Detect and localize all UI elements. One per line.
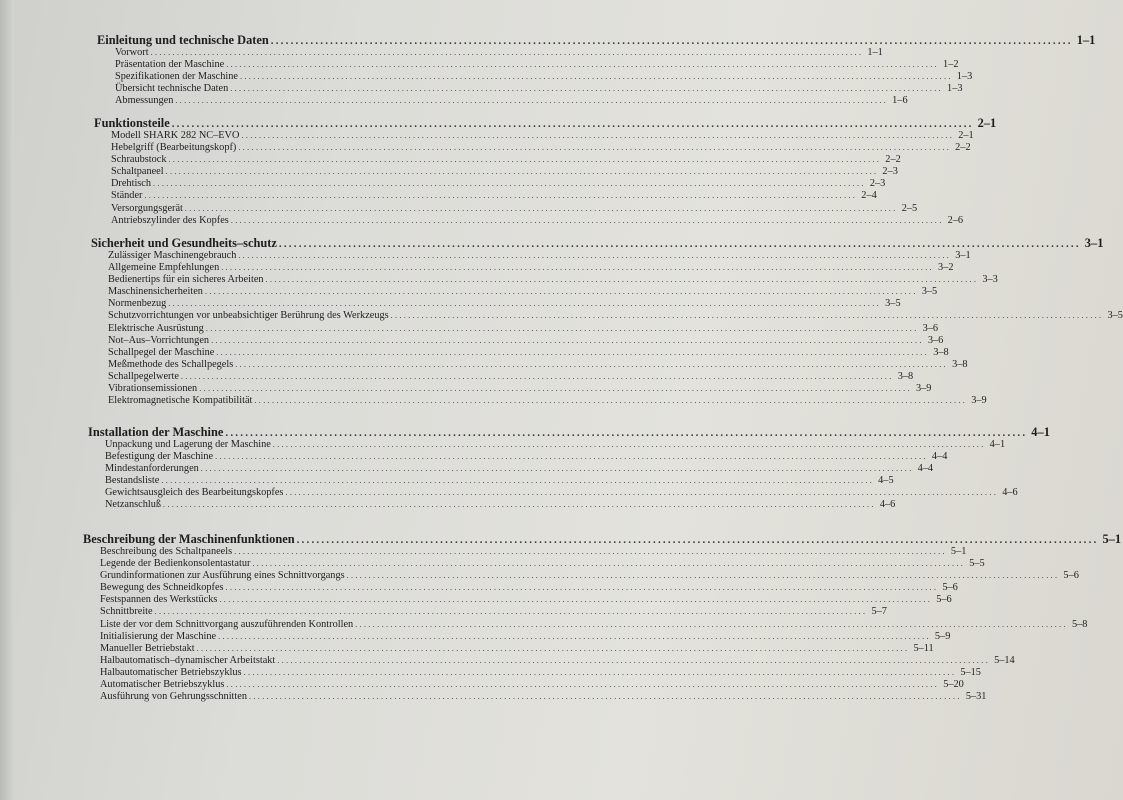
dot-leader: ..................................................................................................................................................................: [163, 500, 876, 510]
dot-leader: ..................................................................................................................................................................: [252, 559, 966, 569]
entry-page-number: 5–6: [942, 582, 958, 594]
dot-leader: ..................................................................................................................................................................: [161, 476, 875, 486]
toc-entry: [105, 487, 1018, 499]
dot-leader: ..................................................................................................................................................................: [221, 263, 935, 273]
toc-entry: [108, 286, 938, 298]
entry-label: Ausführung von Gehrungsschnitten: [100, 691, 247, 703]
entry-page-number: 5–5: [969, 558, 985, 570]
entry-label: Modell SHARK 282 NC–EVO: [111, 130, 240, 141]
entry-label: Schnittbreite: [100, 606, 153, 618]
entry-label: Zulässiger Maschinengebrauch: [108, 250, 237, 261]
entry-page-number: 4–5: [878, 475, 894, 487]
toc-section-1: [97, 33, 1096, 107]
entry-label: Elektromagnetische Kompatibilität: [108, 395, 253, 407]
toc-entry: [105, 451, 948, 463]
entry-label: Not–Aus–Vorrichtungen: [108, 334, 210, 346]
entry-label: Schaltpaneel: [111, 166, 164, 178]
toc-entry: [100, 654, 1015, 667]
dot-leader: ..................................................................................................................................................................: [211, 335, 924, 345]
toc-entry: [100, 570, 1079, 582]
toc-entry: [108, 262, 954, 274]
dot-leader: ..................................................................................................................................................................: [243, 667, 957, 677]
section-page-number: 1–1: [1076, 33, 1096, 47]
entry-page-number: 1–6: [892, 95, 908, 107]
entry-page-number: 1–1: [867, 47, 883, 58]
toc-section-2: [94, 116, 997, 227]
entry-page-number: 3–9: [916, 383, 932, 395]
entry-label: Maschinensicherheiten: [108, 286, 203, 298]
toc-entry: [100, 642, 934, 655]
dot-leader: ..................................................................................................................................................................: [215, 452, 928, 462]
entry-page-number: 4–4: [917, 463, 934, 475]
entry-label: Bedienertips für ein sicheres Arbeiten: [108, 274, 264, 286]
entry-label: Drehtisch: [111, 178, 152, 190]
toc-entry: [100, 606, 887, 618]
dot-leader: ..................................................................................................................................................................: [199, 384, 912, 394]
entry-label: Antriebszylinder des Kopfes: [111, 214, 229, 226]
entry-label: Unpackung und Lagerung der Maschine: [105, 439, 271, 450]
entry-page-number: 5–31: [965, 691, 987, 703]
section-title: Sicherheit und Gesundheits–schutz: [91, 236, 277, 250]
toc-entry: [100, 666, 981, 679]
entry-label: Legende der Bedienkonsolentastatur: [100, 558, 251, 570]
dot-leader: ..................................................................................................................................................................: [218, 631, 931, 641]
section-title: Funktionsteile: [94, 116, 170, 130]
dot-leader: ..................................................................................................................................................................: [254, 396, 968, 406]
entry-page-number: 2–3: [869, 178, 886, 190]
entry-label: Normenbezug: [108, 298, 167, 310]
dot-leader: ..................................................................................................................................................................: [154, 607, 868, 617]
section-heading: [97, 33, 1096, 47]
entry-page-number: 2–3: [882, 166, 898, 178]
entry-label: Ständer: [111, 190, 143, 202]
dot-leader: ..................................................................................................................................................................: [168, 155, 882, 165]
dot-leader: ..................................................................................................................................................................: [144, 191, 858, 201]
entry-label: Halbautomatischer Betriebszyklus: [100, 666, 242, 678]
dot-leader: ..................................................................................................................................................................: [238, 143, 952, 153]
dot-leader: ..................................................................................................................................................................: [219, 595, 933, 605]
toc-entry: [108, 250, 971, 262]
dot-leader: ..................................................................................................................................................................: [165, 167, 879, 177]
entry-label: Elektrische Ausrüstung: [108, 322, 204, 334]
toc-entry: [108, 370, 914, 383]
entry-page-number: 5–11: [913, 642, 934, 654]
entry-page-number: 3–8: [933, 346, 949, 358]
dot-leader: ..................................................................................................................................................................: [285, 488, 999, 498]
section-heading: [88, 425, 1050, 439]
entry-page-number: 5–15: [960, 666, 981, 678]
entry-page-number: 2–1: [958, 130, 974, 141]
dot-leader: ..................................................................................................................................................................: [150, 48, 864, 57]
entry-label: Hebelgriff (Bearbeitungskopf): [111, 142, 237, 154]
entry-page-number: 3–3: [982, 274, 998, 286]
entry-page-number: 5–1: [950, 546, 967, 557]
toc-entry: [111, 202, 918, 215]
section-title: Beschreibung der Maschinenfunktionen: [83, 532, 295, 546]
dot-leader: ..................................................................................................................................................................: [216, 347, 930, 357]
section-title: Installation der Maschine: [88, 425, 224, 439]
dot-leader: ..................................................................................................................................................................: [153, 179, 866, 189]
dot-leader: ..................................................................................................................................................................: [205, 323, 919, 333]
dot-leader: ..................................................................................................................................................................: [390, 311, 1104, 321]
dot-leader: ..................................................................................................................................................................: [230, 84, 944, 94]
dot-leader: ..................................................................................................................................................................: [272, 440, 986, 449]
section-page-number: 4–1: [1031, 425, 1050, 439]
toc-entry: [111, 178, 886, 190]
toc-entry: [111, 214, 964, 227]
entry-label: Vorwort: [115, 47, 149, 58]
entry-page-number: 5–6: [1063, 570, 1079, 582]
entry-page-number: 2–4: [861, 190, 877, 202]
toc-entry: [100, 630, 951, 643]
section-page-number: 5–1: [1102, 532, 1122, 546]
entry-label: Abmessungen: [115, 95, 174, 107]
toc-entry: [105, 475, 894, 487]
entry-label: Präsentation der Maschine: [115, 59, 225, 71]
entry-page-number: 3–8: [897, 370, 914, 382]
toc-entry: [111, 154, 901, 166]
toc-entry: [115, 71, 973, 83]
toc-entry: [105, 463, 934, 475]
entry-page-number: 2–2: [885, 154, 901, 166]
dot-leader: ..................................................................................................................................................................: [346, 571, 1060, 581]
entry-page-number: 4–1: [989, 439, 1006, 450]
entry-page-number: 5–8: [1071, 618, 1088, 630]
dot-leader: ..................................................................................................................................................................: [355, 619, 1068, 629]
entry-label: Allgemeine Empfehlungen: [108, 262, 220, 274]
toc-section-4: [88, 425, 1050, 512]
entry-page-number: 3–6: [922, 322, 939, 334]
dot-leader: ..................................................................................................................................................................: [238, 251, 952, 260]
dot-leader: ..................................................................................................................................................................: [168, 299, 882, 309]
toc-entry: [108, 310, 1123, 322]
toc-entry: [108, 322, 939, 335]
entry-label: Schallpegelwerte: [108, 370, 179, 382]
entry-label: Initialisierung der Maschine: [100, 630, 217, 642]
dot-leader: ..................................................................................................................................................................: [249, 692, 962, 702]
toc-entry: [100, 546, 967, 558]
entry-page-number: 3–5: [1107, 310, 1123, 322]
toc-section-3: [91, 236, 1123, 407]
toc-entry: [108, 274, 998, 286]
entry-page-number: 1–3: [947, 83, 963, 95]
dot-leader: ..................................................................................................................................................................: [265, 275, 979, 285]
toc-section-5: [83, 532, 1122, 703]
entry-page-number: 2–6: [947, 214, 964, 226]
section-page-number: 3–1: [1084, 236, 1104, 250]
entry-page-number: 1–3: [956, 71, 973, 83]
entry-label: Schallpegel der Maschine: [108, 346, 215, 358]
toc-entry: [111, 130, 974, 142]
toc-entry: [100, 679, 964, 691]
entry-page-number: 5–14: [994, 654, 1015, 666]
entry-label: Schraubstock: [111, 154, 167, 166]
entry-label: Übersicht technische Daten: [115, 83, 229, 95]
entry-label: Manueller Betriebstakt: [100, 642, 195, 654]
toc-entry: [108, 298, 901, 310]
entry-label: Vibrationsemissionen: [108, 383, 198, 395]
toc-entry: [108, 334, 944, 347]
toc-entry: [100, 582, 958, 594]
entry-label: Beschreibung des Schaltpaneels: [100, 546, 233, 557]
toc-entry: [115, 47, 883, 59]
entry-page-number: 3–2: [938, 262, 954, 274]
entry-page-number: 1–2: [943, 59, 959, 71]
entry-page-number: 4–4: [931, 451, 948, 463]
dot-leader: ..................................................................................................................................................................: [278, 238, 1081, 250]
toc-entry: [111, 142, 971, 154]
dot-leader: ..................................................................................................................................................................: [239, 72, 953, 82]
toc-entry: [105, 439, 1006, 451]
entry-page-number: 5–20: [943, 679, 964, 691]
dot-leader: ..................................................................................................................................................................: [196, 643, 910, 653]
entry-label: Netzanschluß: [105, 499, 162, 511]
toc-entry: [108, 383, 932, 395]
entry-page-number: 4–6: [1002, 487, 1018, 499]
dot-leader: ..................................................................................................................................................................: [235, 359, 949, 369]
entry-label: Grundinformationen zur Ausführung eines Schnittvorgangs: [100, 570, 345, 582]
entry-page-number: 3–8: [952, 358, 968, 370]
section-heading: [94, 116, 997, 130]
entry-label: Schutzvorrichtungen vor unbeabsichtiger Berührung des Werkzeugs: [108, 310, 389, 322]
dot-leader: ..................................................................................................................................................................: [175, 96, 889, 106]
toc-entry: [115, 59, 959, 71]
entry-label: Bestandsliste: [105, 475, 160, 487]
entry-label: Meßmethode des Schallpegels: [108, 358, 234, 370]
entry-page-number: 3–6: [927, 334, 944, 346]
entry-page-number: 3–1: [955, 250, 971, 261]
toc-entry: [111, 166, 898, 178]
dot-leader: ..................................................................................................................................................................: [184, 203, 898, 213]
entry-page-number: 3–5: [885, 298, 901, 310]
dot-leader: ..................................................................................................................................................................: [200, 464, 914, 474]
entry-label: Versorgungsgerät: [111, 202, 183, 214]
toc-entry: [100, 594, 952, 606]
entry-label: Befestigung der Maschine: [105, 451, 214, 463]
section-heading: [91, 236, 1104, 250]
toc-entry: [108, 346, 949, 359]
section-heading: [83, 532, 1122, 546]
entry-page-number: 5–7: [871, 606, 887, 618]
dot-leader: ..................................................................................................................................................................: [226, 680, 940, 690]
section-page-number: 2–1: [977, 116, 997, 130]
dot-leader: ..................................................................................................................................................................: [296, 534, 1099, 546]
dot-leader: ..................................................................................................................................................................: [171, 118, 974, 130]
entry-page-number: 4–6: [879, 499, 896, 511]
toc-entry: [115, 83, 963, 95]
entry-label: Bewegung des Schneidkopfes: [100, 582, 224, 594]
toc-entry: [111, 190, 877, 202]
dot-leader: ..................................................................................................................................................................: [230, 215, 944, 225]
section-title: Einleitung und technische Daten: [97, 33, 269, 47]
entry-page-number: 3–5: [921, 286, 938, 298]
toc-entry: [100, 558, 985, 570]
dot-leader: ..................................................................................................................................................................: [277, 655, 991, 665]
dot-leader: ..................................................................................................................................................................: [225, 427, 1028, 439]
dot-leader: ..................................................................................................................................................................: [241, 131, 955, 140]
toc-entry: [108, 395, 987, 407]
dot-leader: ..................................................................................................................................................................: [225, 583, 939, 593]
toc-entry: [115, 95, 908, 107]
entry-label: Halbautomatisch–dynamischer Arbeitstakt: [100, 654, 276, 666]
entry-page-number: 5–9: [934, 630, 951, 642]
entry-page-number: 2–2: [955, 142, 971, 154]
toc-entry: [100, 618, 1088, 631]
entry-label: Festspannen des Werkstücks: [100, 594, 218, 606]
entry-page-number: 2–5: [901, 202, 918, 214]
dot-leader: ..................................................................................................................................................................: [234, 547, 947, 556]
toc-entry: [100, 691, 987, 703]
entry-label: Mindestanforderungen: [105, 463, 199, 475]
dot-leader: ..................................................................................................................................................................: [204, 287, 918, 297]
dot-leader: ..................................................................................................................................................................: [180, 371, 894, 381]
entry-label: Liste der vor dem Schnittvorgang auszuführenden Kontrollen: [100, 618, 354, 630]
entry-label: Gewichtsausgleich des Bearbeitungskopfes: [105, 487, 284, 499]
entry-label: Automatischer Betriebszyklus: [100, 679, 225, 691]
dot-leader: ..................................................................................................................................................................: [226, 60, 940, 70]
toc-entry: [105, 499, 896, 511]
entry-label: Spezifikationen der Maschine: [115, 71, 238, 83]
dot-leader: ..................................................................................................................................................................: [270, 35, 1073, 47]
entry-page-number: 5–6: [936, 594, 952, 606]
entry-page-number: 3–9: [971, 395, 987, 407]
toc-entry: [108, 358, 968, 371]
